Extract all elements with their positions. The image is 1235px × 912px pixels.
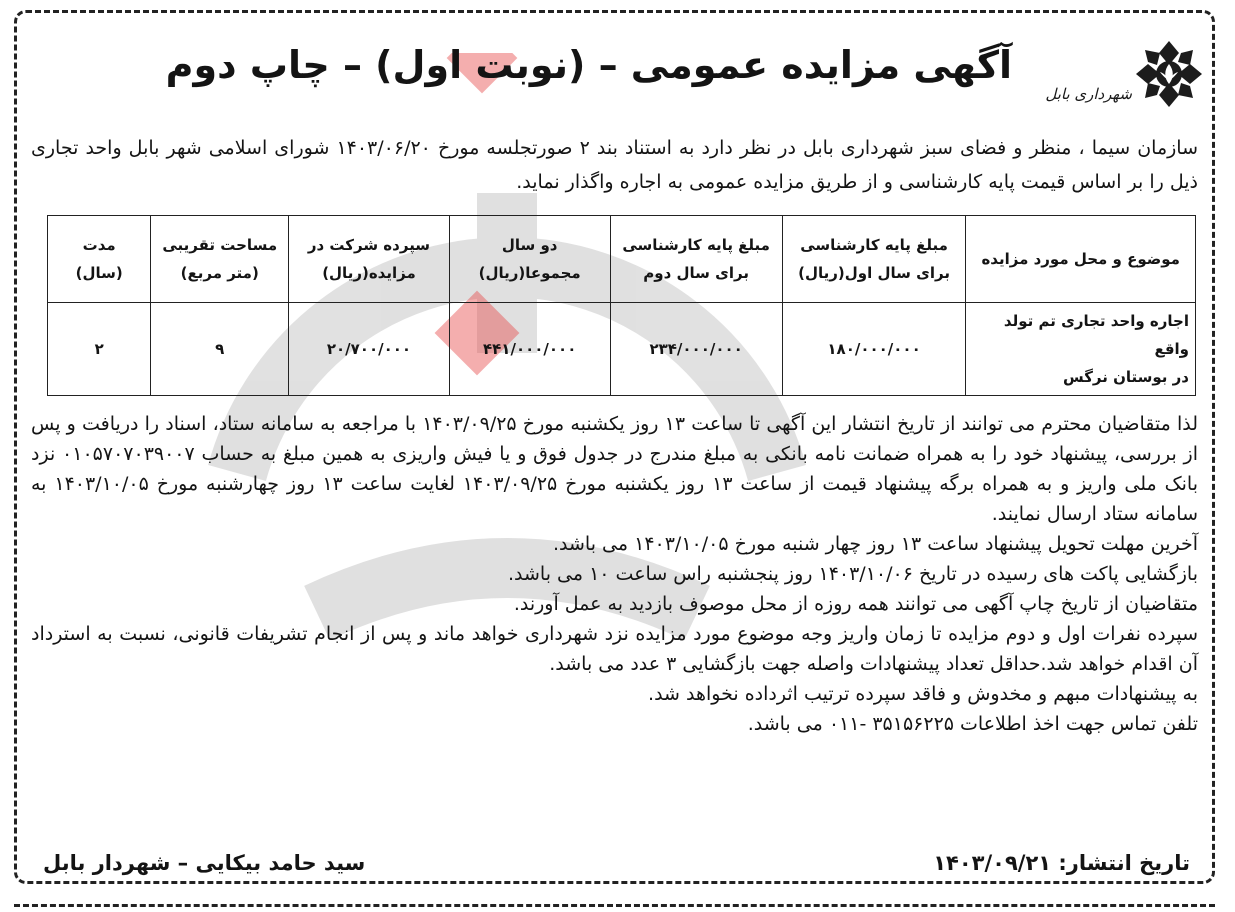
header-area: مساحت تقریبی (متر مربع) [151,216,289,303]
cell-deposit: ۲۰/۷۰۰/۰۰۰ [289,303,450,396]
auction-table-wrapper [47,215,1196,396]
logo-caption: شهرداری بابل [1045,85,1132,103]
notice-title: آگهی مزایده عمومی – (نوبت اول) – چاپ دوم [165,43,1012,87]
header-two-year-total: دو سال مجموعا(ریال) [449,216,610,303]
paragraph-invalid-offers: به پیشنهادات مبهم و مخدوش و فاقد سپرده ترتیب اثرداده نخواهد شد. [648,683,1198,705]
header-deposit: سپرده شرکت در مزایده(ریال) [289,216,450,303]
paragraph-phone: تلفن تماس جهت اخذ اطلاعات ۳۵۱۵۶۲۲۵ -۰۱۱ می باشد. [747,713,1198,735]
notice-body [31,409,1198,739]
header-duration: مدت (سال) [48,216,151,303]
table-header-row [48,216,1196,303]
cell-subject: اجاره واحد تجاری تم تولد واقع در بوستان نرگس [966,303,1196,396]
cell-area: ۹ [151,303,289,396]
notice-frame [14,10,1215,884]
paragraph-deposit-return: سپرده نفرات اول و دوم مزایده تا زمان واریز وجه موضوع مورد مزایده نزد شهرداری خواهد ماند و پس از انجام تشریفات قانونی، نسبت به استرداد آن اقدام خواهد شد.حداقل تعداد پیشنهادات واصله جهت بازگشایی ۳ عدد می باشد. [31,623,1198,675]
cell-base-price-year2: ۲۳۴/۰۰۰/۰۰۰ [610,303,782,396]
header-base-price-year2: مبلغ پایه کارشناسی برای سال دوم [610,216,782,303]
notice-header [17,35,1212,119]
bottom-divider [14,904,1215,907]
cell-base-price-year1: ۱۸۰/۰۰۰/۰۰۰ [782,303,966,396]
table-row [48,303,1196,396]
auction-table [47,215,1196,396]
paragraph-opening: بازگشایی پاکت های رسیده در تاریخ ۱۴۰۳/۱۰/۰۶ روز پنجشنبه راس ساعت ۱۰ می باشد. [507,563,1198,585]
paragraph-submission: لذا متقاضیان محترم می توانند از تاریخ انتشار این آگهی تا ساعت ۱۳ روز یکشنبه مورخ ۱۴۰۳/۰۹/۲۵ با مراجعه به سامانه ستاد، اسناد را دریافت و پس از بررسی، پیشنهاد خود را به همراه ضمانت نامه بانکی به مبلغ مندرج در جدول فوق و یا فیش واریزی به همین مبلغ به حساب ۰۱۰۵۷۰۷۰۳۹۰۰۷ نزد بانک ملی واریز و به همراه برگه پیشنهاد قیمت از ساعت ۱۳ روز یکشنبه مورخ ۱۴۰۳/۰۹/۲۵ لغایت ساعت ۱۳ روز چهارشنبه مورخ ۱۴۰۳/۱۰/۰۵ به سامانه ستاد ارسال نمایند. [31,413,1198,525]
signature: سید حامد بیکایی – شهردار بابل [43,851,366,875]
cell-two-year-total: ۴۴۱/۰۰۰/۰۰۰ [449,303,610,396]
cell-duration: ۲ [48,303,151,396]
publish-date: تاریخ انتشار: ۱۴۰۳/۰۹/۲۱ [933,851,1190,875]
paragraph-deadline: آخرین مهلت تحویل پیشنهاد ساعت ۱۳ روز چهار شنبه مورخ ۱۴۰۳/۱۰/۰۵ می باشد. [553,533,1198,555]
paragraph-visit: متقاضیان از تاریخ چاپ آگهی می توانند همه روزه از محل موصوف بازدید به عمل آورند. [513,593,1198,615]
header-subject: موضوع و محل مورد مزایده [966,216,1196,303]
intro-paragraph: سازمان سیما ، منظر و فضای سبز شهرداری بابل در نظر دارد به استناد بند ۲ صورتجلسه مورخ ۱۴۰۳/۰۶/۲۰ شورای اسلامی شهر بابل واحد تجاری ذیل را بر اساس قیمت پایه کارشناسی و از طریق مزایده عمومی به اجاره واگذار نماید. [31,137,1199,193]
notice-footer [33,851,1196,884]
flower-emblem-icon [1134,39,1204,109]
header-base-price-year1: مبلغ پایه کارشناسی برای سال اول(ریال) [782,216,966,303]
